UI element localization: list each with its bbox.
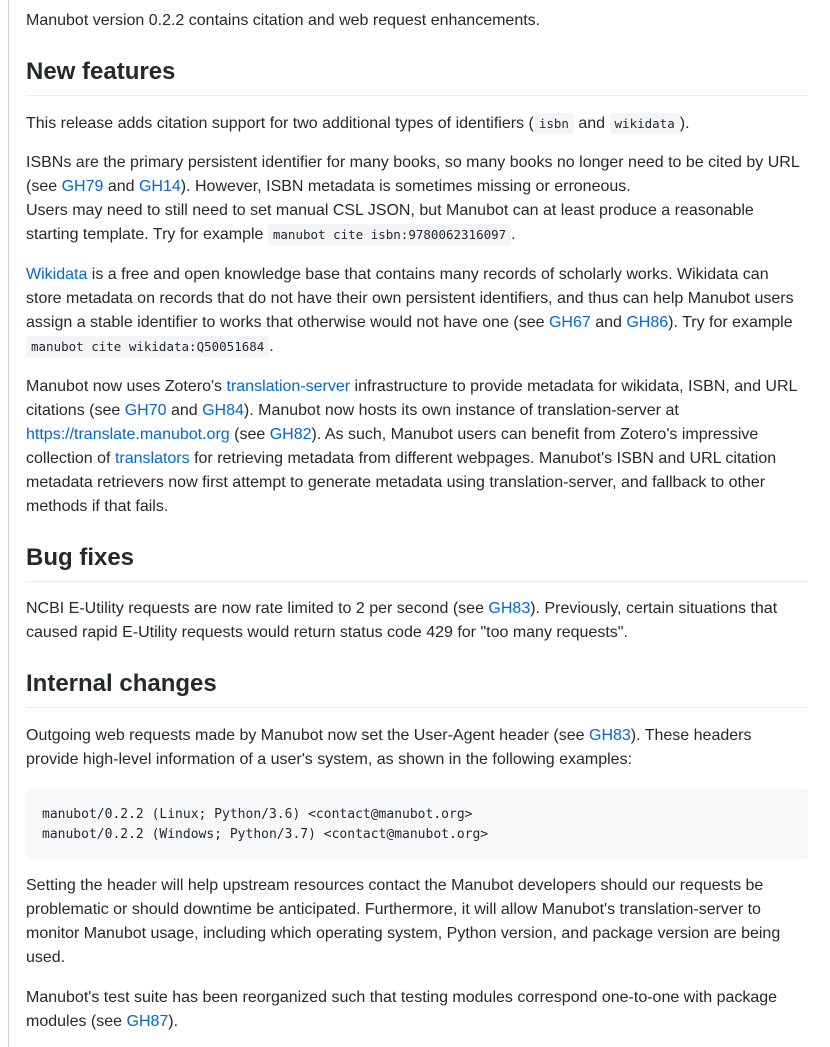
heading-internal-changes: Internal changes <box>26 669 808 708</box>
link-gh79[interactable]: GH79 <box>61 178 104 195</box>
link-gh83-internal[interactable]: GH83 <box>589 727 631 744</box>
left-border <box>8 0 9 1047</box>
link-gh86[interactable]: GH86 <box>626 314 669 331</box>
new-features-p4: Manubot now uses Zotero's translation-server infrastructure to provide metadata for wikidata, ISBN, and URL citations (see GH70 and GH84). Manubot now hosts its own instance of translation-server at https://translate.manubot.org (see GH82). As such, Manubot users can benefit from Zotero's impressive collection of translators for retrieving metadata from different webpages. Manubot's ISBN and URL citation metadata retrievers now first attempt to generate metadata using translation-server, and fallback to other methods if that fails. <box>26 378 797 515</box>
link-gh70[interactable]: GH70 <box>124 402 167 419</box>
link-wikidata[interactable]: Wikidata <box>26 266 88 283</box>
link-gh67[interactable]: GH67 <box>548 314 591 331</box>
new-features-p3: Wikidata is a free and open knowledge base that contains many records of scholarly works. Wikidata can store metadata on records that do not have their own persistent identifiers, and thus can help Manubot users assign a stable identifier to works that otherwise would not have one (see GH67 and GH86). Try for example manubot cite wikidata:Q50051684 . <box>26 266 794 355</box>
link-gh82[interactable]: GH82 <box>269 426 312 443</box>
intro-text: Manubot version 0.2.2 contains citation and web request enhancements. <box>26 12 541 29</box>
link-translation-server[interactable]: translation-server <box>226 378 351 395</box>
code-cite-isbn: manubot cite isbn:9780062316097 <box>268 224 511 245</box>
code-cite-wikidata: manubot cite wikidata:Q50051684 <box>26 336 269 357</box>
internal-p1: Outgoing web requests made by Manubot now set the User-Agent header (see GH83). These headers provide high-level information of a user's system, as shown in the following examples: <box>26 727 752 768</box>
code-line: manubot/0.2.2 (Linux; Python/3.6) <contact@manubot.org> <box>42 807 473 822</box>
link-translators[interactable]: translators <box>114 450 190 467</box>
link-gh83-bug[interactable]: GH83 <box>488 600 531 617</box>
code-isbn: isbn <box>534 113 574 134</box>
link-gh14[interactable]: GH14 <box>138 178 181 195</box>
link-gh84[interactable]: GH84 <box>202 402 244 419</box>
new-features-p2: ISBNs are the primary persistent identifier for many books, so many books no longer need to be cited by URL (see GH79 and GH14). However, ISBN metadata is sometimes missing or erroneous. Users may need to still need to set manual CSL JSON, but Manubot can at least produce a reasonable starting template. Try for example manubot cite isbn:9780062316097 . <box>26 154 800 243</box>
code-block <box>26 789 808 859</box>
code-line: manubot/0.2.2 (Windows; Python/3.7) <contact@manubot.org> <box>42 827 489 842</box>
bug-fixes-p1: NCBI E-Utility requests are now rate limited to 2 per second (see GH83). Previously, certain situations that caused rapid E-Utility requests would return status code 429 for "too many requests". <box>26 600 778 641</box>
link-translate-manubot[interactable]: https://translate.manubot.org <box>26 426 230 443</box>
new-features-p1: This release adds citation support for two additional types of identifiers ( isbn and wikidata ). <box>26 115 690 132</box>
internal-p2: Setting the header will help upstream resources contact the Manubot developers should our requests be problematic or should downtime be anticipated. Furthermore, it will allow Manubot's translation-server to monitor Manubot usage, including which operating system, Python version, and package version are being used. <box>26 877 781 966</box>
internal-p3: Manubot's test suite has been reorganized such that testing modules correspond one-to-one with package modules (see GH87). <box>26 989 778 1030</box>
heading-bug-fixes: Bug fixes <box>26 543 808 582</box>
heading-new-features: New features <box>26 57 808 96</box>
link-gh87[interactable]: GH87 <box>126 1013 169 1030</box>
code-wikidata: wikidata <box>610 113 680 134</box>
